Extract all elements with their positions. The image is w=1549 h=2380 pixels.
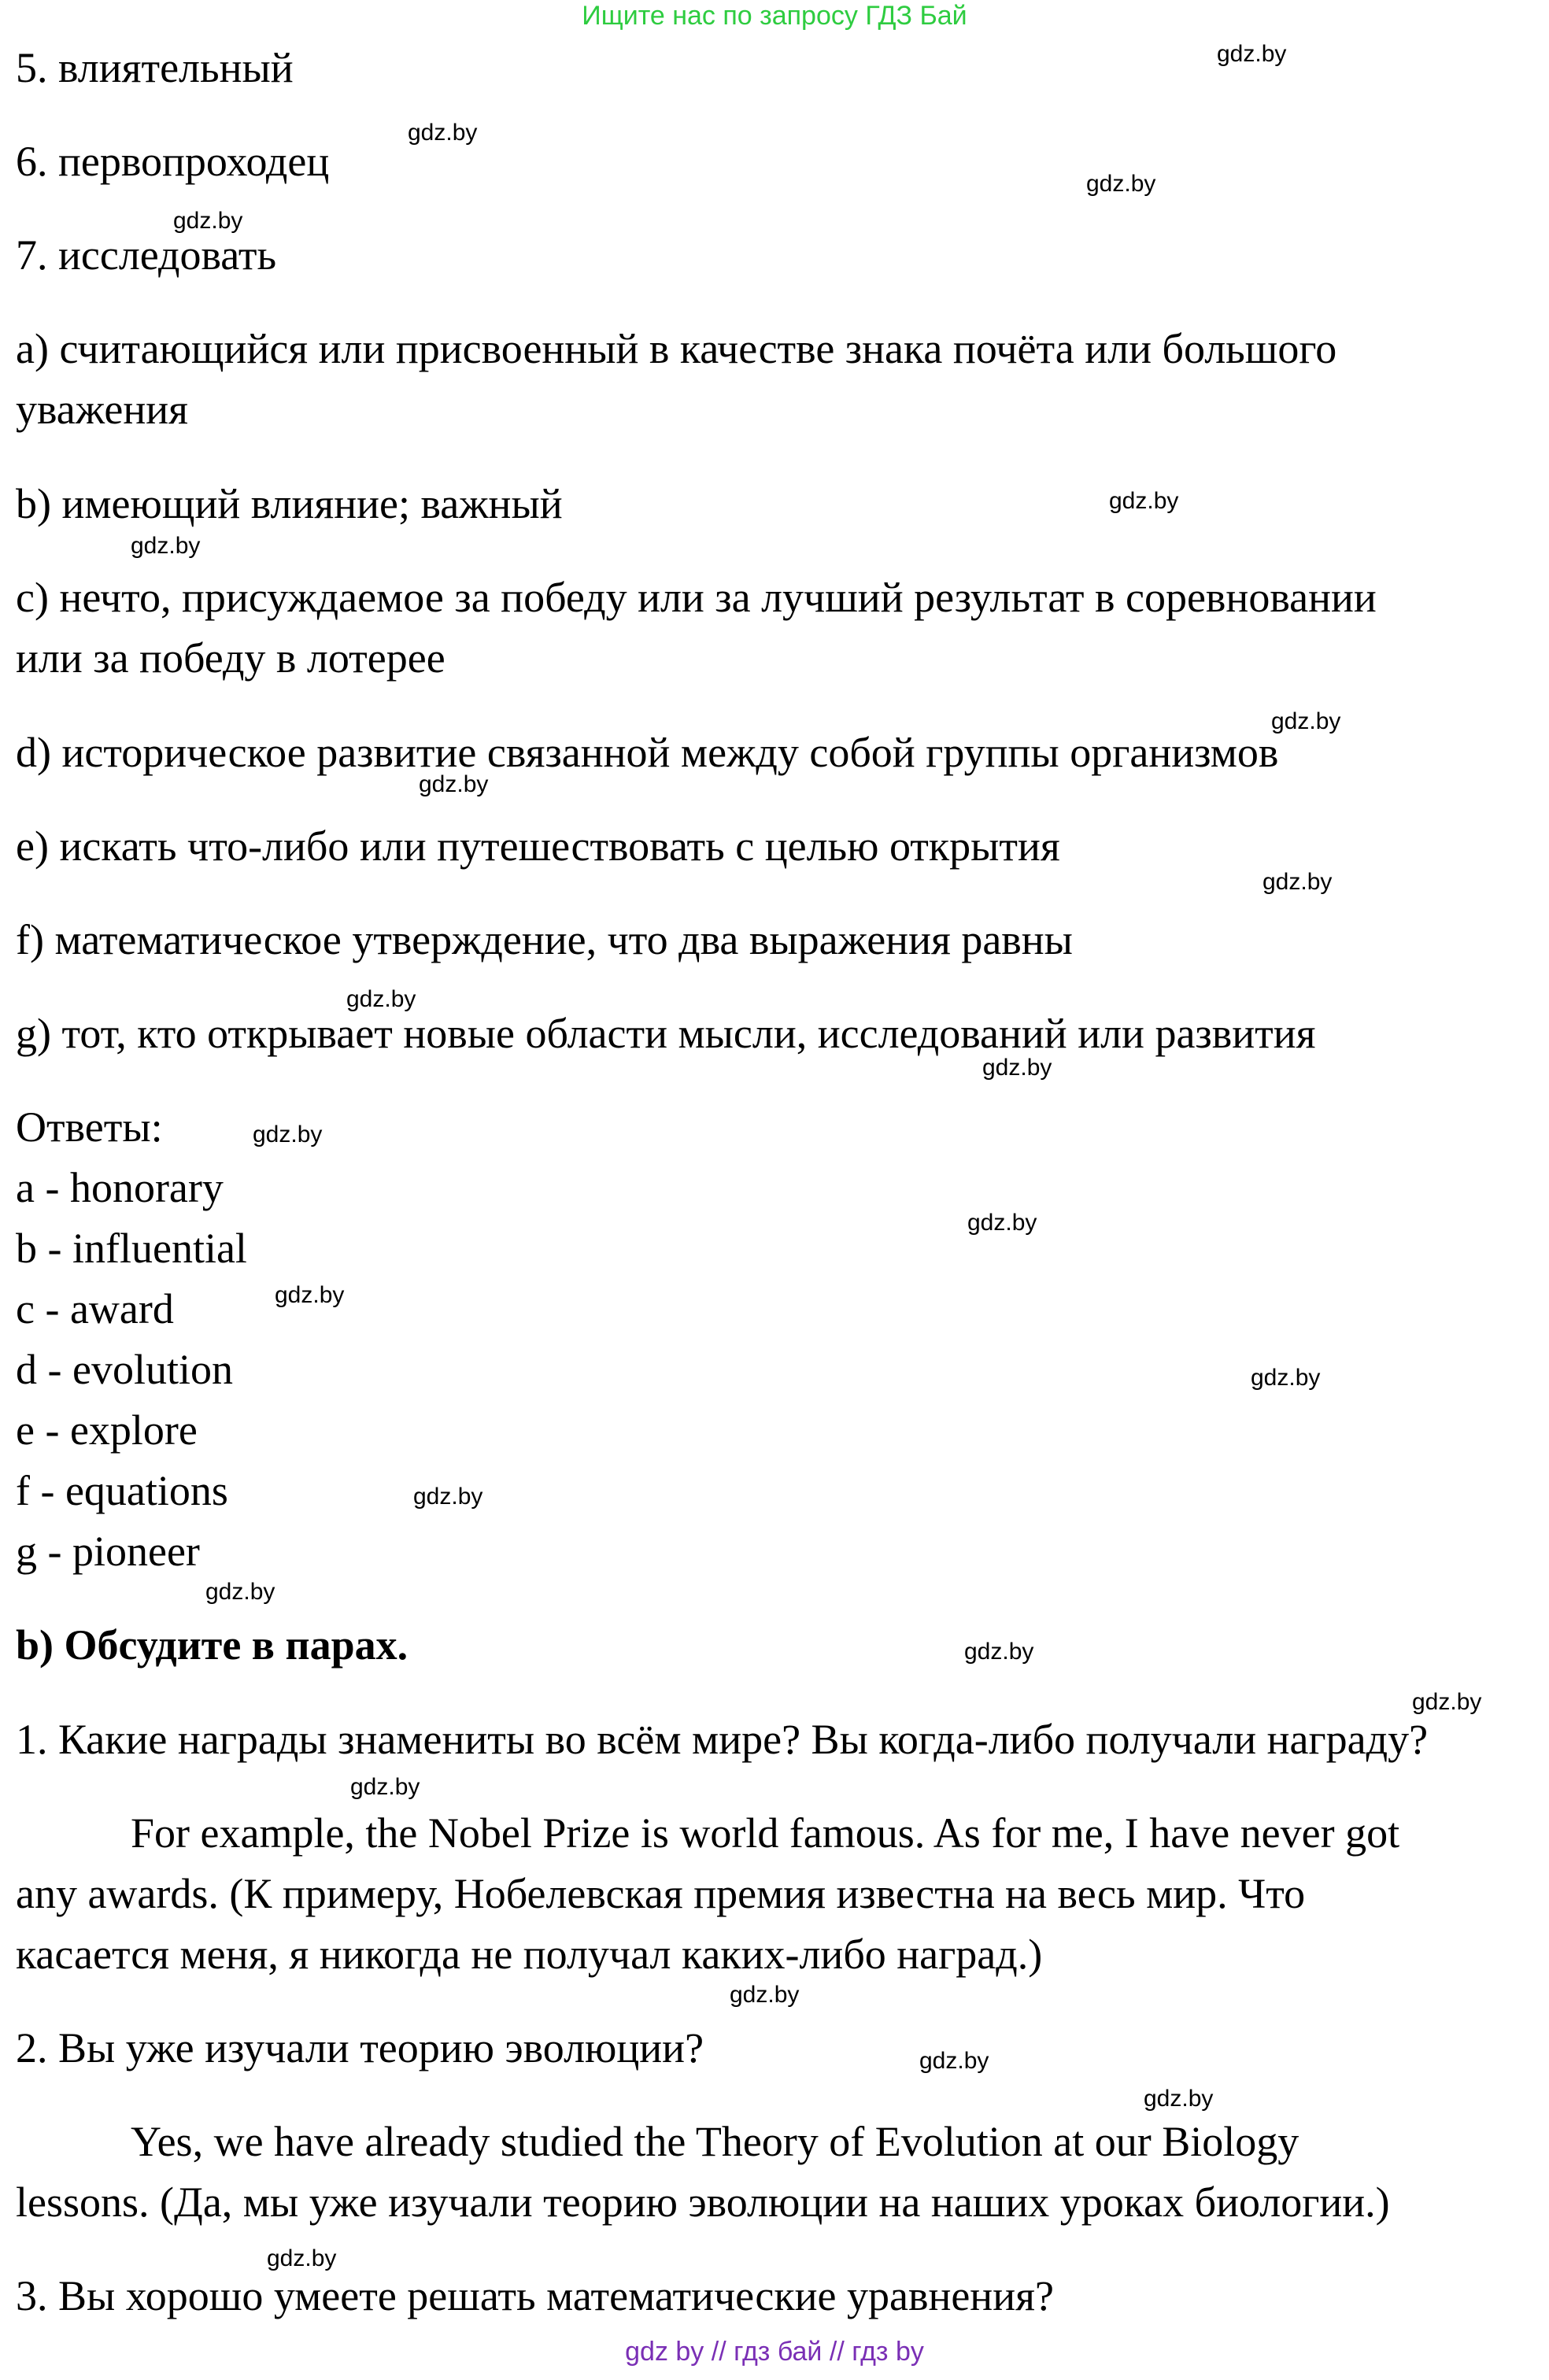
answer-item-c: c - award bbox=[16, 1285, 174, 1332]
watermark: gdz.by bbox=[131, 533, 201, 559]
watermark: gdz.by bbox=[919, 2048, 989, 2074]
answer-1-line2: any awards. (К примеру, Нобелевская премия известна на весь мир. Что bbox=[16, 1870, 1306, 1917]
watermark: gdz.by bbox=[1217, 41, 1287, 67]
watermark: gdz.by bbox=[964, 1639, 1034, 1665]
question-2: 2. Вы уже изучали теорию эволюции? bbox=[16, 2024, 704, 2071]
answer-item-d: d - evolution bbox=[16, 1346, 233, 1393]
header-banner[interactable]: Ищите нас по запросу ГДЗ Бай bbox=[582, 1, 967, 31]
answer-1-line1: For example, the Nobel Prize is world famous. As for me, I have never got bbox=[131, 1809, 1400, 1857]
word-item-5: 5. влиятельный bbox=[16, 44, 294, 91]
definition-e: e) искать что-либо или путешествовать с целью открытия bbox=[16, 822, 1060, 870]
watermark: gdz.by bbox=[205, 1579, 275, 1605]
watermark: gdz.by bbox=[1262, 869, 1333, 895]
word-item-7: 7. исследовать bbox=[16, 231, 277, 279]
watermark: gdz.by bbox=[730, 1982, 800, 2008]
watermark: gdz.by bbox=[350, 1774, 420, 1800]
definition-c-line2: или за победу в лотерее bbox=[16, 634, 445, 682]
watermark: gdz.by bbox=[408, 120, 478, 146]
watermark: gdz.by bbox=[419, 771, 489, 797]
watermark: gdz.by bbox=[1271, 708, 1341, 734]
watermark: gdz.by bbox=[253, 1122, 323, 1148]
definition-a-line1: a) считающийся или присвоенный в качестве знака почёта или большого bbox=[16, 325, 1337, 372]
watermark: gdz.by bbox=[173, 208, 243, 234]
watermark: gdz.by bbox=[413, 1484, 483, 1510]
definition-f: f) математическое утверждение, что два выражения равны bbox=[16, 916, 1073, 963]
watermark: gdz.by bbox=[967, 1210, 1037, 1236]
answer-item-g: g - pioneer bbox=[16, 1528, 200, 1575]
answer-2-line1: Yes, we have already studied the Theory of Evolution at our Biology bbox=[131, 2118, 1299, 2165]
word-item-6: 6. первопроходец bbox=[16, 138, 330, 185]
definition-d: d) историческое развитие связанной между собой группы организмов bbox=[16, 729, 1279, 776]
answer-item-b: b - influential bbox=[16, 1225, 247, 1272]
answer-1-line3: касается меня, я никогда не получал каких-либо наград.) bbox=[16, 1931, 1043, 1978]
footer-banner[interactable]: gdz by // гдз бай // гдз by bbox=[625, 2337, 924, 2367]
question-3: 3. Вы хорошо умеете решать математические уравнения? bbox=[16, 2272, 1054, 2319]
question-1: 1. Какие награды знамениты во всём мире? Вы когда-либо получали награду? bbox=[16, 1716, 1429, 1763]
discussion-heading: b) Обсудите в парах. bbox=[16, 1621, 409, 1669]
watermark: gdz.by bbox=[267, 2245, 337, 2271]
watermark: gdz.by bbox=[1086, 171, 1156, 197]
answer-item-a: a - honorary bbox=[16, 1164, 224, 1211]
watermark: gdz.by bbox=[982, 1055, 1052, 1081]
watermark: gdz.by bbox=[1251, 1365, 1321, 1391]
answer-item-e: e - explore bbox=[16, 1406, 198, 1454]
definition-b: b) имеющий влияние; важный bbox=[16, 480, 563, 527]
watermark: gdz.by bbox=[346, 986, 416, 1012]
answer-2-line2: lessons. (Да, мы уже изучали теорию эволюции на наших уроках биологии.) bbox=[16, 2179, 1390, 2226]
watermark: gdz.by bbox=[1412, 1689, 1482, 1715]
watermark: gdz.by bbox=[275, 1282, 345, 1308]
definition-a-line2: уважения bbox=[16, 386, 188, 433]
definition-g: g) тот, кто открывает новые области мысли, исследований или развития bbox=[16, 1010, 1316, 1057]
answers-heading: Ответы: bbox=[16, 1103, 163, 1151]
definition-c-line1: c) нечто, присуждаемое за победу или за лучший результат в соревновании bbox=[16, 574, 1377, 621]
watermark: gdz.by bbox=[1109, 488, 1179, 514]
answer-item-f: f - equations bbox=[16, 1467, 228, 1514]
watermark: gdz.by bbox=[1144, 2086, 1214, 2112]
